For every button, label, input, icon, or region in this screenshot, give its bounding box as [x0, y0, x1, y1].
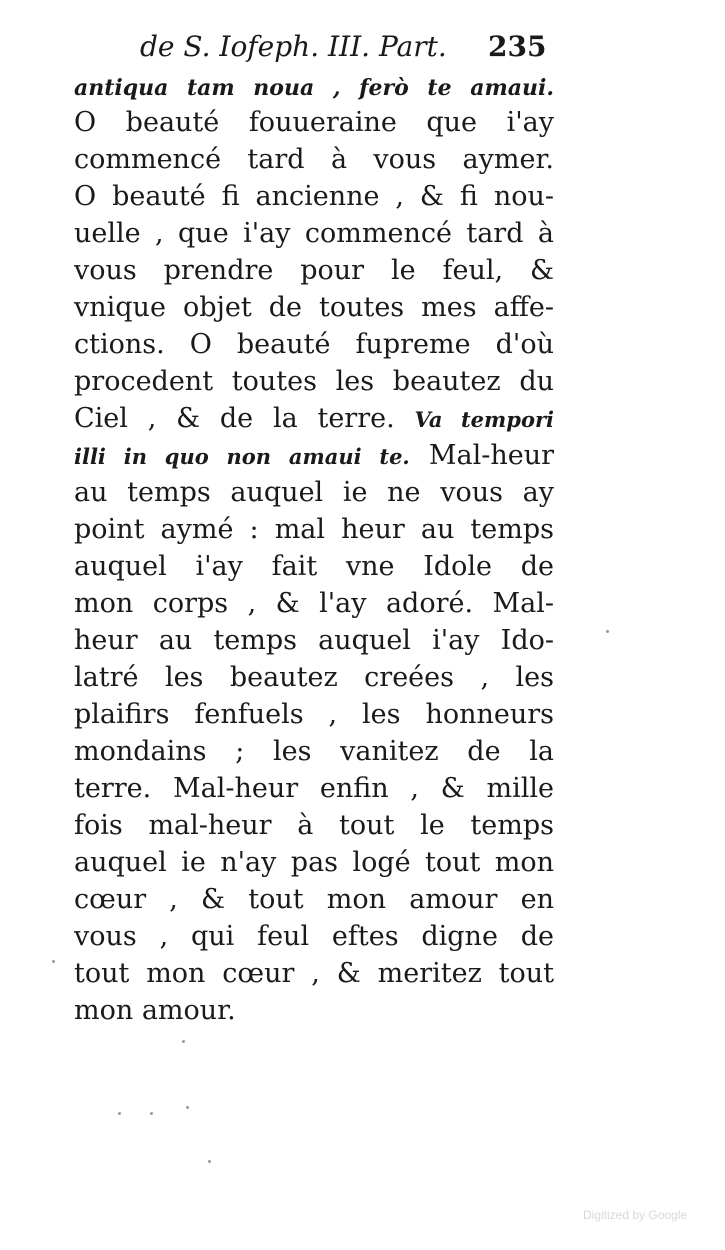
- text-line: O beauté fi ancienne , & fi nou-: [74, 181, 554, 212]
- text-roman: Mal-heur: [428, 440, 554, 471]
- text-line: procedent toutes les beautez du: [74, 366, 554, 397]
- text-line: auquel i'ay fait vne Idole de: [74, 551, 554, 582]
- ink-speck: [182, 1040, 185, 1043]
- text-line: [74, 438, 554, 474]
- text-line: ctions. O beauté fupreme d'où: [74, 329, 554, 360]
- text-line: latré les beautez creées , les: [74, 662, 554, 693]
- text-line: tout mon cœur , & meritez tout: [74, 958, 554, 989]
- ink-speck: [118, 1112, 121, 1115]
- page-header: [140, 30, 580, 66]
- text-line: plaifirs fenfuels , les honneurs: [74, 699, 554, 730]
- ink-speck: [186, 1106, 189, 1109]
- ink-speck: [150, 1112, 153, 1115]
- text-line: antiqua tam noua , ferò te amaui.: [74, 75, 554, 101]
- text-line: auquel ie n'ay pas logé tout mon: [74, 847, 554, 878]
- text-line: vnique objet de toutes mes affe-: [74, 292, 554, 323]
- text-line: au temps auquel ie ne vous ay: [74, 477, 554, 508]
- text-line: mondains ; les vanitez de la: [74, 736, 554, 767]
- running-title: de S. Iofeph. III. Part.: [140, 30, 447, 63]
- text-line: terre. Mal-heur enfin , & mille: [74, 773, 554, 804]
- text-line: fois mal-heur à tout le temps: [74, 810, 554, 841]
- text-line: [74, 401, 554, 437]
- text-line: mon amour.: [74, 995, 236, 1026]
- text-line: commencé tard à vous aymer.: [74, 144, 554, 175]
- text-line: vous prendre pour le feul, &: [74, 255, 554, 286]
- text-line: point aymé : mal heur au temps: [74, 514, 554, 545]
- text-line: cœur , & tout mon amour en: [74, 884, 554, 915]
- ink-speck: [52, 960, 55, 963]
- text-line: vous , qui feul eftes digne de: [74, 921, 554, 952]
- page-number: 235: [488, 30, 547, 63]
- text-line: mon corps , & l'ay adoré. Mal-: [74, 588, 554, 619]
- digitization-watermark: Digitized by Google: [583, 1208, 688, 1222]
- ink-speck: [208, 1160, 211, 1163]
- ink-speck: [606, 630, 609, 633]
- text-line: O beauté fouueraine que i'ay: [74, 107, 554, 138]
- latin-quote: Va tempori: [414, 407, 554, 432]
- text-line: heur au temps auquel i'ay Ido-: [74, 625, 554, 656]
- latin-quote: illi in quo non amaui te.: [74, 444, 410, 469]
- text-line: uelle , que i'ay commencé tard à: [74, 218, 554, 249]
- text-roman: Ciel , & de la terre.: [74, 403, 395, 434]
